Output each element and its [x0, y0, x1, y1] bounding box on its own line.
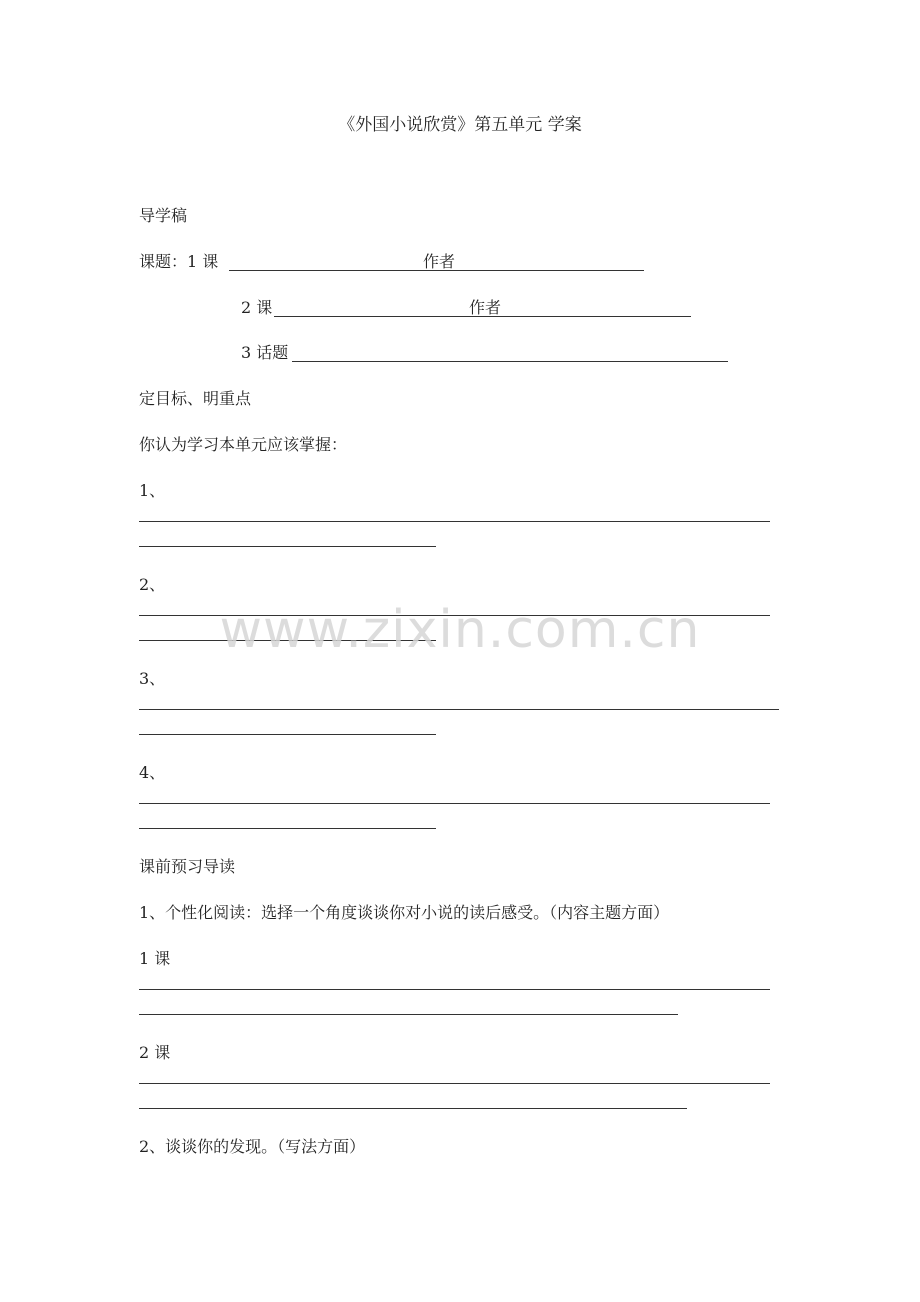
topic-row2-prefix: 2 课 — [241, 298, 273, 317]
lesson-2-blank-line — [139, 1083, 770, 1084]
section-guide-heading: 导学稿 — [139, 206, 188, 225]
goal-3-blank-line-short — [139, 734, 436, 735]
topic-row3-prefix: 3 话题 — [241, 343, 289, 362]
question-2: 2、谈谈你的发现。（写法方面） — [139, 1137, 366, 1156]
lesson-1-blank-line-short — [139, 1014, 678, 1015]
topic-row1-prefix: 课题：1 课 — [139, 252, 219, 271]
section-preview-heading: 课前预习导读 — [139, 857, 236, 876]
topic-row1-author-label: 作者 — [423, 252, 456, 271]
goal-3-blank-line — [139, 709, 779, 710]
goal-1-blank-line-short — [139, 546, 436, 547]
goal-item-3: 3、 — [139, 669, 166, 688]
section-goals-heading: 定目标、明重点 — [139, 389, 252, 408]
question-1-lesson-2-label: 2 课 — [139, 1043, 171, 1062]
goal-item-1: 1、 — [139, 481, 166, 500]
watermark-text: www.zixin.com.cn — [219, 600, 701, 660]
goal-4-blank-line-short — [139, 828, 436, 829]
lesson-1-blank-line — [139, 989, 770, 990]
topic-row2-author-label: 作者 — [469, 298, 502, 317]
goal-item-4: 4、 — [139, 763, 166, 782]
goals-prompt: 你认为学习本单元应该掌握： — [139, 435, 348, 454]
goal-1-blank-line — [139, 521, 770, 522]
lesson-2-blank-line-short — [139, 1108, 687, 1109]
topic-row3-blank — [292, 361, 728, 362]
goal-item-2: 2、 — [139, 575, 166, 594]
goal-4-blank-line — [139, 803, 770, 804]
question-1-lesson-1-label: 1 课 — [139, 949, 171, 968]
document-title: 《外国小说欣赏》第五单元 学案 — [338, 115, 582, 135]
question-1: 1、个性化阅读：选择一个角度谈谈你对小说的读后感受。（内容主题方面） — [139, 903, 670, 922]
